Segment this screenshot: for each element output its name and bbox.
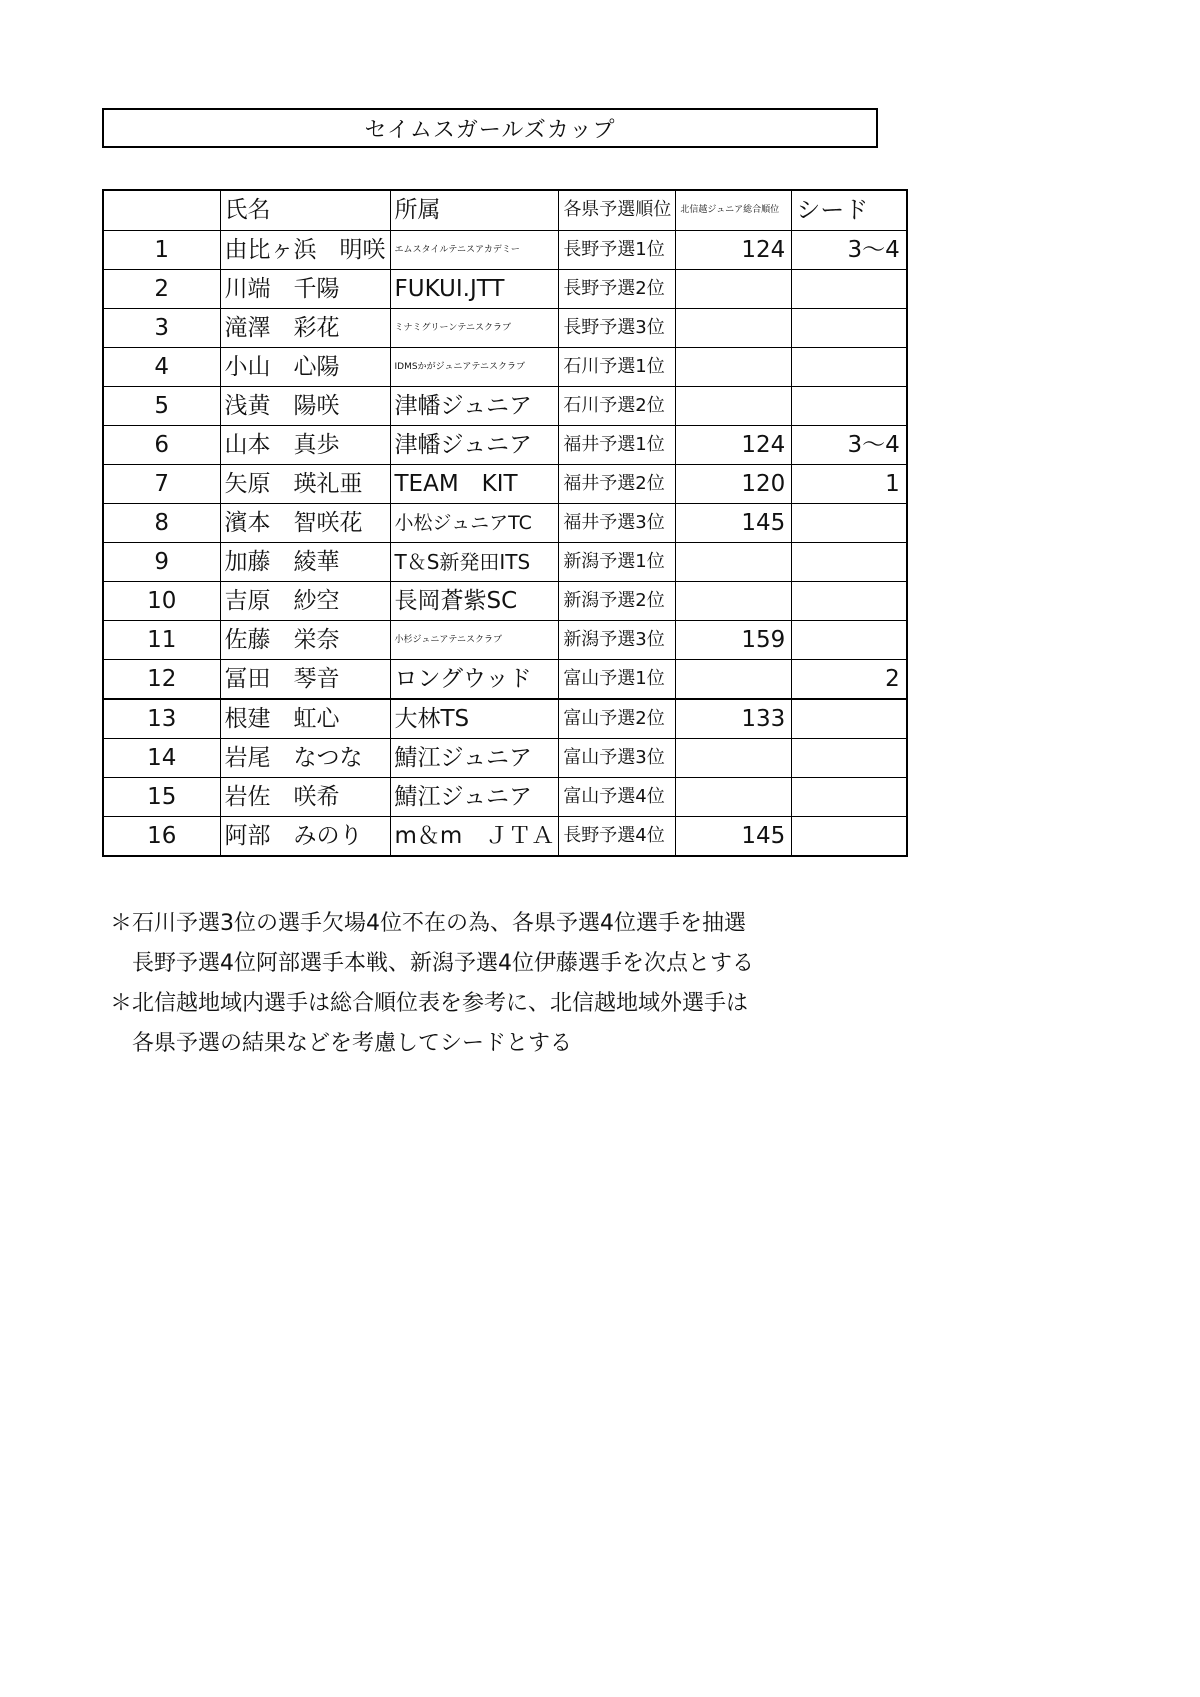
cell-overall-rank: 120 <box>676 464 792 503</box>
table-row <box>103 347 907 386</box>
cell-club: T＆S新発田ITS <box>390 542 559 581</box>
cell-pref-rank: 福井予選2位 <box>559 464 676 503</box>
table-row <box>103 699 907 739</box>
table-row <box>103 816 907 856</box>
cell-overall-rank <box>676 542 792 581</box>
cell-name: 吉原 紗空 <box>220 581 390 620</box>
cell-club: 津幡ジュニア <box>390 425 559 464</box>
cell-name: 川端 千陽 <box>220 269 390 308</box>
cell-overall-rank: 124 <box>676 425 792 464</box>
cell-number: 15 <box>103 777 220 816</box>
cell-name: 小山 心陽 <box>220 347 390 386</box>
cell-pref-rank: 富山予選4位 <box>559 777 676 816</box>
table-row <box>103 425 907 464</box>
cell-seed <box>792 542 907 581</box>
cell-seed <box>792 699 907 739</box>
cell-overall-rank <box>676 581 792 620</box>
cell-seed <box>792 738 907 777</box>
cell-club: ロングウッド <box>390 659 559 699</box>
cell-club: FUKUI.JTT <box>390 269 559 308</box>
cell-club: 津幡ジュニア <box>390 386 559 425</box>
player-table <box>102 189 908 857</box>
note-line: ＊北信越地域内選手は総合順位表を参考に、北信越地域外選手は <box>110 991 749 1016</box>
cell-club: 大林TS <box>390 699 559 739</box>
table-row <box>103 620 907 659</box>
cell-overall-rank: 124 <box>676 230 792 269</box>
cell-seed <box>792 269 907 308</box>
cell-overall-rank: 133 <box>676 699 792 739</box>
cell-pref-rank: 石川予選2位 <box>559 386 676 425</box>
cell-overall-rank: 145 <box>676 503 792 542</box>
cell-name: 由比ヶ浜 明咲 <box>220 230 390 269</box>
cell-club: ミナミグリーンテニスクラブ <box>390 308 559 347</box>
cell-pref-rank: 新潟予選3位 <box>559 620 676 659</box>
cell-number: 7 <box>103 464 220 503</box>
table-row <box>103 738 907 777</box>
document-title <box>102 108 878 148</box>
cell-seed: 3〜4 <box>792 230 907 269</box>
note-line: ＊石川予選3位の選手欠場4位不在の為、各県予選4位選手を抽選 <box>110 911 746 936</box>
cell-number: 4 <box>103 347 220 386</box>
note-line: 各県予選の結果などを考慮してシードとする <box>132 1031 573 1056</box>
cell-number: 11 <box>103 620 220 659</box>
table-row <box>103 308 907 347</box>
table-row <box>103 542 907 581</box>
title-text: セイムスガールズカップ <box>364 117 616 143</box>
cell-overall-rank: 145 <box>676 816 792 856</box>
table-header-row <box>103 190 907 230</box>
table-row <box>103 464 907 503</box>
cell-name: 矢原 瑛礼亜 <box>220 464 390 503</box>
cell-number: 1 <box>103 230 220 269</box>
cell-club: m＆m ＪＴＡ <box>390 816 559 856</box>
cell-number: 2 <box>103 269 220 308</box>
cell-seed <box>792 777 907 816</box>
cell-seed <box>792 386 907 425</box>
cell-number: 14 <box>103 738 220 777</box>
cell-number: 5 <box>103 386 220 425</box>
cell-club: 小杉ジュニアテニスクラブ <box>390 620 559 659</box>
cell-number: 9 <box>103 542 220 581</box>
cell-pref-rank: 長野予選3位 <box>559 308 676 347</box>
cell-number: 16 <box>103 816 220 856</box>
table-row <box>103 230 907 269</box>
cell-overall-rank <box>676 269 792 308</box>
cell-name: 冨田 琴音 <box>220 659 390 699</box>
cell-seed <box>792 620 907 659</box>
cell-name: 岩佐 咲希 <box>220 777 390 816</box>
cell-name: 岩尾 なつな <box>220 738 390 777</box>
table-row <box>103 581 907 620</box>
table-row <box>103 503 907 542</box>
cell-seed: 1 <box>792 464 907 503</box>
cell-overall-rank <box>676 738 792 777</box>
header-overall-rank: 北信越ジュニア総合順位 <box>676 190 792 230</box>
cell-number: 3 <box>103 308 220 347</box>
cell-name: 浅黄 陽咲 <box>220 386 390 425</box>
cell-seed <box>792 308 907 347</box>
cell-pref-rank: 新潟予選1位 <box>559 542 676 581</box>
cell-club: IDMSかがジュニアテニスクラブ <box>390 347 559 386</box>
cell-pref-rank: 新潟予選2位 <box>559 581 676 620</box>
cell-pref-rank: 富山予選1位 <box>559 659 676 699</box>
cell-number: 6 <box>103 425 220 464</box>
table-row <box>103 777 907 816</box>
cell-name: 阿部 みのり <box>220 816 390 856</box>
cell-seed <box>792 816 907 856</box>
cell-number: 10 <box>103 581 220 620</box>
cell-overall-rank <box>676 777 792 816</box>
cell-seed <box>792 347 907 386</box>
header-name: 氏名 <box>220 190 390 230</box>
cell-club: 鯖江ジュニア <box>390 738 559 777</box>
cell-seed: 3〜4 <box>792 425 907 464</box>
cell-club: TEAM KIT <box>390 464 559 503</box>
cell-pref-rank: 長野予選4位 <box>559 816 676 856</box>
header-seed: シード <box>792 190 907 230</box>
cell-number: 13 <box>103 699 220 739</box>
cell-pref-rank: 富山予選2位 <box>559 699 676 739</box>
cell-seed <box>792 581 907 620</box>
table-row <box>103 386 907 425</box>
cell-name: 佐藤 栄奈 <box>220 620 390 659</box>
cell-overall-rank <box>676 308 792 347</box>
cell-name: 濱本 智咲花 <box>220 503 390 542</box>
table-row <box>103 659 907 699</box>
cell-name: 山本 真歩 <box>220 425 390 464</box>
cell-pref-rank: 富山予選3位 <box>559 738 676 777</box>
header-club: 所属 <box>390 190 559 230</box>
cell-name: 滝澤 彩花 <box>220 308 390 347</box>
cell-name: 根建 虹心 <box>220 699 390 739</box>
cell-pref-rank: 石川予選1位 <box>559 347 676 386</box>
notes <box>110 904 754 1064</box>
cell-club: 長岡蒼紫SC <box>390 581 559 620</box>
cell-number: 12 <box>103 659 220 699</box>
cell-overall-rank <box>676 347 792 386</box>
cell-overall-rank: 159 <box>676 620 792 659</box>
table-row <box>103 269 907 308</box>
cell-seed <box>792 503 907 542</box>
cell-pref-rank: 福井予選1位 <box>559 425 676 464</box>
header-pref-rank: 各県予選順位 <box>559 190 676 230</box>
cell-pref-rank: 福井予選3位 <box>559 503 676 542</box>
cell-number: 8 <box>103 503 220 542</box>
cell-seed: 2 <box>792 659 907 699</box>
header-number <box>103 190 220 230</box>
cell-overall-rank <box>676 386 792 425</box>
note-line: 長野予選4位阿部選手本戦、新潟予選4位伊藤選手を次点とする <box>132 951 754 976</box>
cell-pref-rank: 長野予選2位 <box>559 269 676 308</box>
cell-overall-rank <box>676 659 792 699</box>
cell-pref-rank: 長野予選1位 <box>559 230 676 269</box>
cell-name: 加藤 綾華 <box>220 542 390 581</box>
cell-club: 小松ジュニアTC <box>390 503 559 542</box>
cell-club: 鯖江ジュニア <box>390 777 559 816</box>
cell-club: エムスタイルテニスアカデミー <box>390 230 559 269</box>
